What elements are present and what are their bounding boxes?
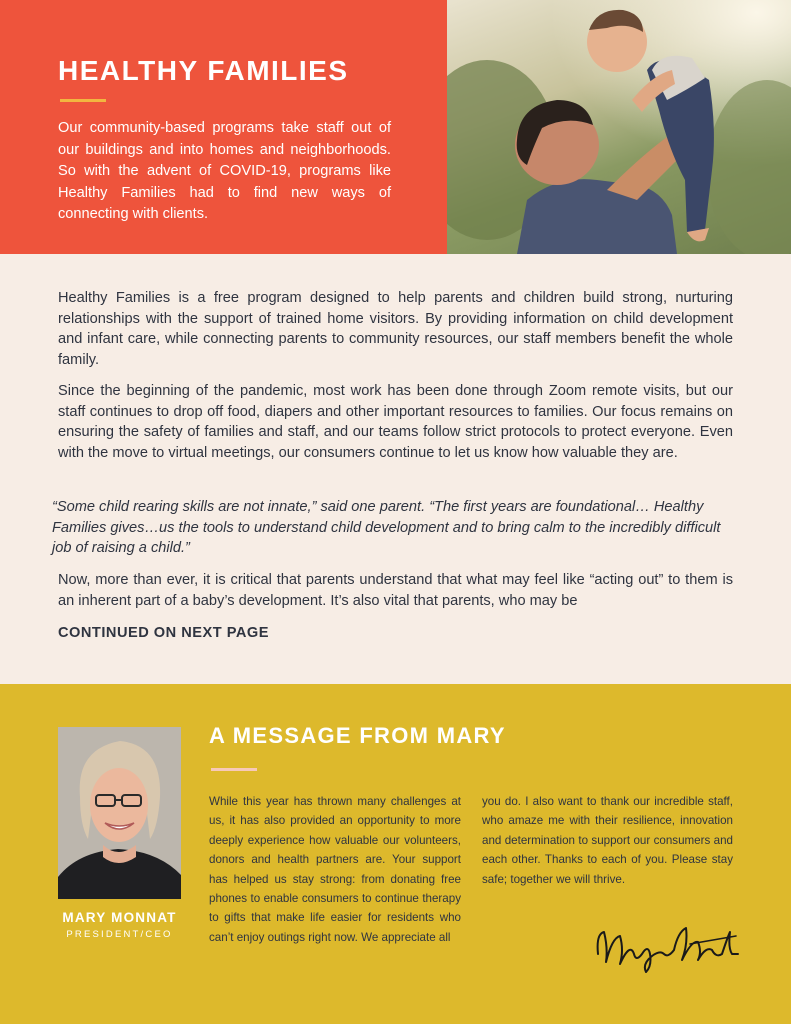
mary-portrait-photo <box>58 727 181 899</box>
article-paragraph-3: Now, more than ever, it is critical that parents understand that what may feel like “acting out” to them is an inherent part of a baby’s development. It’s also vital that parents, who may be <box>58 572 733 609</box>
mary-role: PRESIDENT/CEO <box>66 929 173 940</box>
father-baby-photo <box>447 0 791 254</box>
hero-intro: Our community-based programs take staff out of our buildings and into homes and neighborhoods. So with the advent of COVID-19, programs like Healthy Families had to find new ways of connecting with clients. <box>58 120 391 222</box>
father-baby-illustration <box>447 0 791 254</box>
hero-panel <box>0 0 447 254</box>
article-paragraph-1: Healthy Families is a free program designed to help parents and children build strong, nurturing relationships with the support of trained home visitors. By providing information on child development and infant care, while connecting parents to community resources, our staff members benefit the whole family. <box>58 290 733 368</box>
message-title-underline <box>211 768 257 771</box>
message-title: A MESSAGE FROM MARY <box>209 723 506 748</box>
mary-name: MARY MONNAT <box>62 910 177 925</box>
title-underline <box>60 99 106 102</box>
message-column-1: While this year has thrown many challenges at us, it has also provided an opportunity to more deeply experience how valuable our volunteers, donors and health partners are. Your support has helped us stay strong: from donating free phones to enable consumers to continue therapy to gifts that make life easier for residents who can’t enjoy outings right now. We appreciate all <box>209 795 461 944</box>
continued-on-next-page: CONTINUED ON NEXT PAGE <box>58 625 270 641</box>
page-title: HEALTHY FAMILIES <box>58 55 349 86</box>
mary-signature-image <box>590 914 740 974</box>
mary-portrait-illustration <box>58 727 181 899</box>
message-from-mary-section <box>0 684 791 1024</box>
message-column-2: you do. I also want to thank our incredible staff, who amaze me with their resilience, innovation and determination to support our consumers and each other. Thanks to each of you. Please stay safe; together we will thrive. <box>482 795 733 886</box>
parent-quote: “Some child rearing skills are not innate,” said one parent. “The first years are foundational… Healthy Families gives…us the tools to understand child development and to bring calm to the incredibly difficult job of raising a child.” <box>52 499 721 557</box>
article-paragraph-2: Since the beginning of the pandemic, most work has been done through Zoom remote visits, but our staff continues to drop off food, diapers and other important resources to families. Our focus remains on ensuring the safety of families and staff, and our teams follow strict protocols to protect everyone. Even with the move to virtual meetings, our consumers continue to let us know how valuable they are. <box>58 383 733 461</box>
hero-section <box>0 0 791 254</box>
